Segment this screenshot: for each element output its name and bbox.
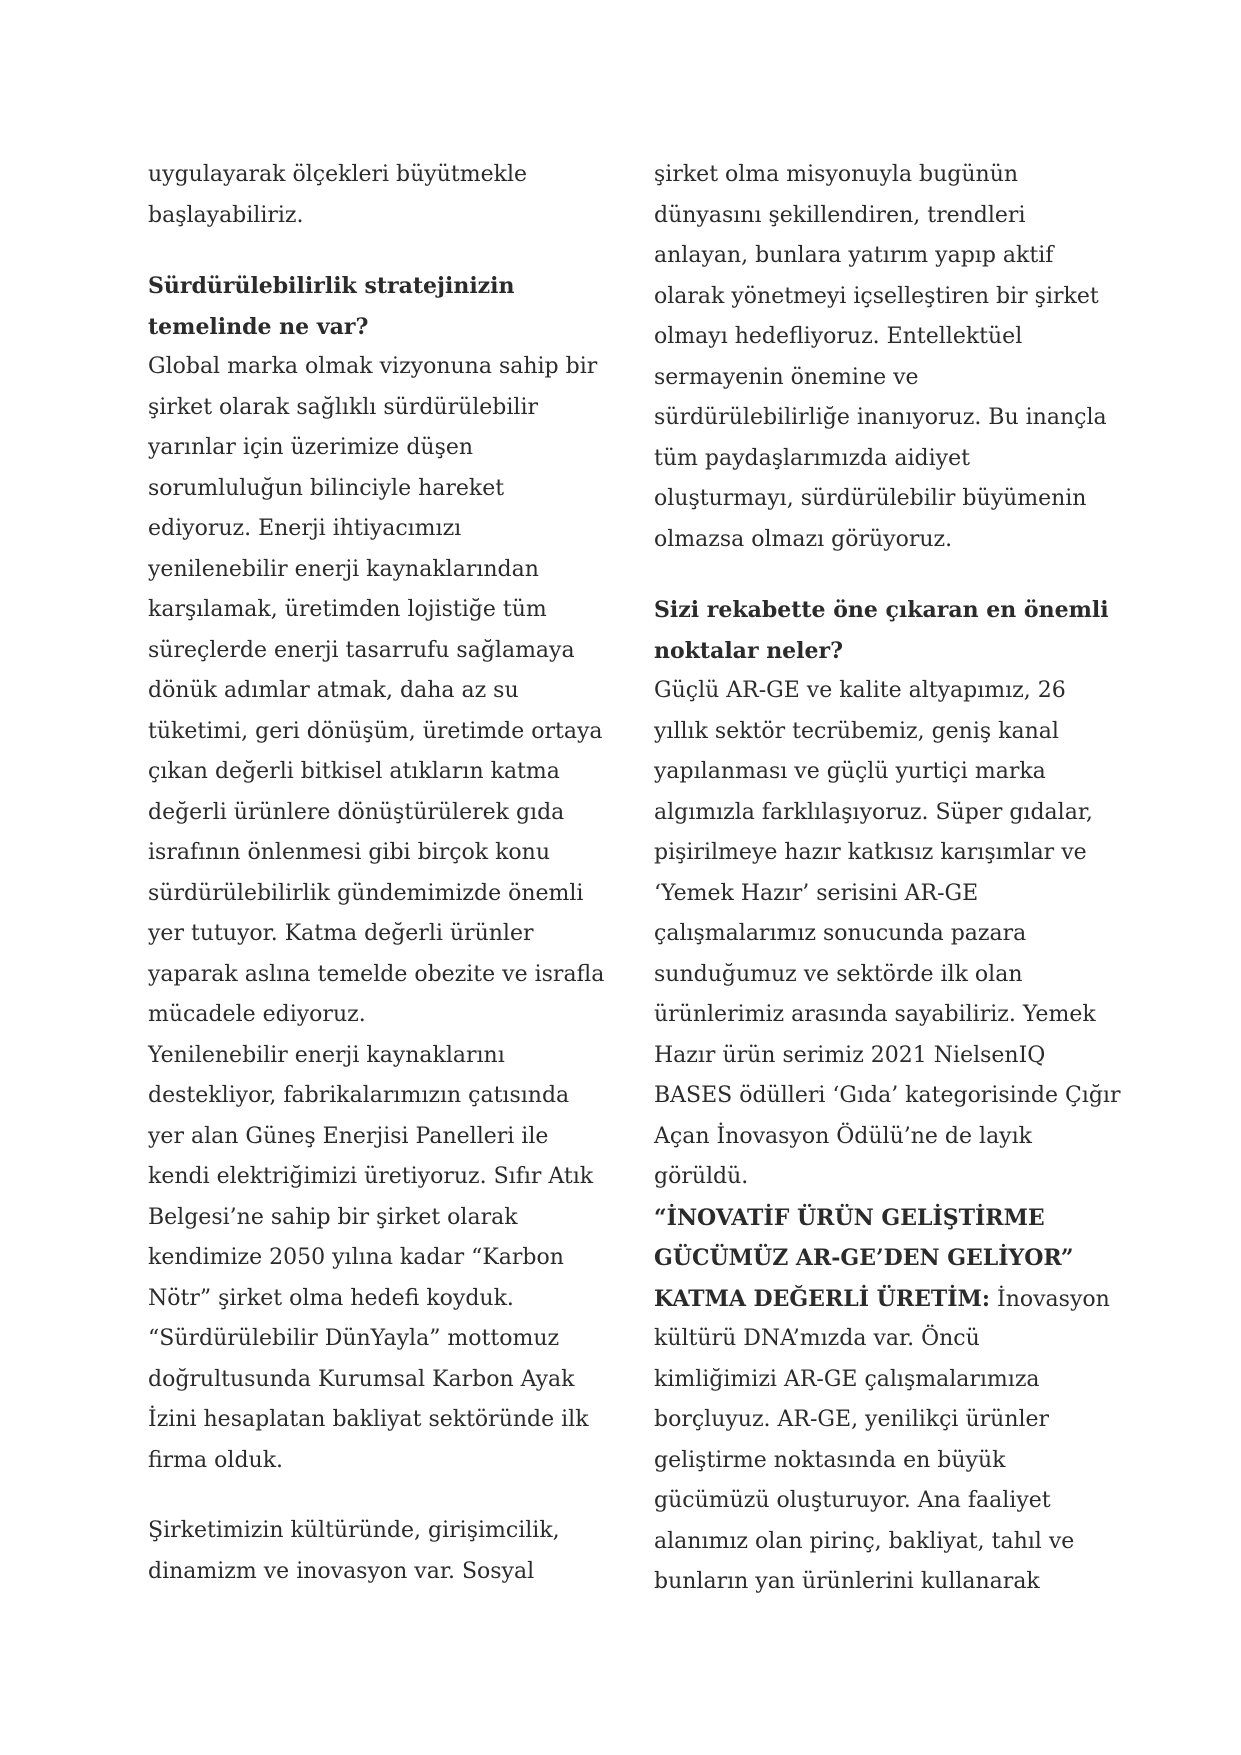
text-line: şirket olma misyonuyla bugünün [654, 162, 1019, 187]
text-line: görüldü. [654, 1164, 749, 1189]
text-line: olarak yönetmeyi içselleştiren bir şirket [654, 283, 1099, 309]
text-line: sermayenin önemine ve [654, 364, 919, 390]
heading-line: noktalar neler? [654, 637, 844, 664]
heading-line: “İNOVATİF ÜRÜN GELİŞTİRME [654, 1204, 1045, 1231]
text-line: sorumluluğun bilinciyle hareket [148, 475, 505, 501]
text-line: tüm paydaşlarımızda aidiyet [654, 445, 970, 471]
heading-line: Sürdürülebilirlik stratejinizin [148, 273, 515, 299]
text-line: tüketimi, geri dönüşüm, üretimde ortaya [148, 718, 603, 744]
competition-answer-paragraph [654, 671, 1121, 1198]
text-line: kendi elektriğimizi üretiyoruz. Sıfır Atık [148, 1164, 594, 1189]
text-line: BASES ödülleri ‘Gıda’ kategorisinde Çığır [654, 1083, 1121, 1108]
text-line: yarınlar için üzerimize düşen [148, 435, 474, 460]
text-line: şirket olarak sağlıklı sürdürülebilir [148, 394, 539, 420]
text-line: algımızla farklılaşıyoruz. Süper gıdalar, [654, 799, 1093, 825]
text-line: kendimize 2050 yılına kadar “Karbon [148, 1245, 564, 1270]
sustainability-answer-paragraph [148, 347, 605, 1481]
text-line: yer tutuyor. Katma değerli ürünler [148, 921, 534, 946]
text-line: değerli ürünlere dönüştürülerek gıda [148, 799, 565, 825]
left-intro-paragraph [148, 155, 588, 236]
text-line: firma olduk. [148, 1447, 284, 1473]
text-line: Global marka olmak vizyonuna sahip bir [148, 354, 598, 379]
text-line: çalışmalarımız sonucunda pazara [654, 921, 1027, 946]
text-line: Şirketimizin kültüründe, girişimcilik, [148, 1518, 560, 1543]
text-line: süreçlerde enerji tasarrufu sağlamaya [148, 637, 575, 663]
text-line: mücadele ediyoruz. [148, 1002, 366, 1027]
paragraph-spacer [148, 236, 588, 266]
text-line: gücümüzü oluşturuyor. Ana faaliyet [654, 1488, 1051, 1513]
text-line: karşılamak, üretimden lojistiğe tüm [148, 597, 547, 622]
mission-paragraph [654, 155, 1107, 560]
text-line: ediyoruz. Enerji ihtiyacımızı [148, 516, 462, 541]
heading-line: temelinde ne var? [148, 313, 369, 340]
text-line: Hazır ürün serimiz 2021 NielsenIQ [654, 1042, 1046, 1068]
subhead-line [654, 1279, 1110, 1320]
innovation-paragraph [654, 1279, 1110, 1603]
text-line: dünyasını şekillendiren, trendleri [654, 202, 1026, 228]
text-line: olmayı hedefliyoruz. Entellektüel [654, 324, 1023, 349]
text-line: pişirilmeye hazır katkısız karışımlar ve [654, 840, 1087, 865]
text-line: doğrultusunda Kurumsal Karbon Ayak [148, 1366, 575, 1392]
heading-line: GÜCÜMÜZ AR-GE’DEN GELİYOR” [654, 1245, 1074, 1271]
text-line: yapılanması ve güçlü yurtiçi marka [654, 759, 1046, 784]
text-line: yaparak aslına temelde obezite ve israfla [148, 961, 605, 987]
sustainability-question-heading [148, 266, 588, 347]
text-line: sürdürülebilirlik gündemimizde önemli [148, 880, 584, 906]
text-line: Yenilenebilir enerji kaynaklarını [148, 1042, 505, 1068]
text-line: İzini hesaplatan bakliyat sektöründe ilk [148, 1407, 589, 1432]
text-line: kimliğimizi AR-GE çalışmalarımıza [654, 1366, 1040, 1392]
subhead-label: KATMA DEĞERLİ ÜRETİM: [654, 1285, 991, 1312]
text-line: destekliyor, fabrikalarımızın çatısında [148, 1083, 570, 1108]
text-line: Güçlü AR-GE ve kalite altyapımız, 26 [654, 678, 1066, 703]
text-line: olmazsa olmazı görüyoruz. [654, 526, 953, 552]
text-line: ürünlerimiz arasında sayabiliriz. Yemek [654, 1002, 1096, 1027]
paragraph-spacer [148, 1481, 588, 1511]
text-line: yenilenebilir enerji kaynaklarından [148, 556, 539, 582]
text-line: yıllık sektör tecrübemiz, geniş kanal [654, 718, 1059, 744]
heading-line: Sizi rekabette öne çıkaran en önemli [654, 597, 1109, 623]
culture-paragraph [148, 1511, 588, 1592]
text-line: uygulayarak ölçekleri büyütmekle [148, 162, 528, 187]
text-line: ‘Yemek Hazır’ serisini AR-GE [654, 880, 979, 906]
text-line: başlayabiliriz. [148, 202, 304, 228]
text-line: dönük adımlar atmak, daha az su [148, 678, 519, 703]
text-line: geliştirme noktasında en büyük [654, 1447, 1006, 1473]
right-column [654, 155, 1121, 1603]
text-line: anlayan, bunlara yatırım yapıp aktif [654, 243, 1054, 268]
text-line: bunların yan ürünlerini kullanarak [654, 1569, 1040, 1594]
text-line: sunduğumuz ve sektörde ilk olan [654, 961, 1023, 987]
text-line: Belgesi’ne sahip bir şirket olarak [148, 1204, 518, 1230]
text-line: yer alan Güneş Enerjisi Panelleri ile [148, 1123, 549, 1149]
text-line: israfının önlenmesi gibi birçok konu [148, 840, 551, 865]
text-line: Nötr” şirket olma hedefi koyduk. [148, 1285, 514, 1311]
text-line: dinamizm ve inovasyon var. Sosyal [148, 1558, 535, 1584]
text-line: “Sürdürülebilir DünYayla” mottomuz [148, 1326, 560, 1351]
text-line: borçluyuz. AR-GE, yenilikçi ürünler [654, 1407, 1050, 1432]
paragraph-spacer [654, 560, 1094, 590]
text-line: alanımız olan pirinç, bakliyat, tahıl ve [654, 1528, 1075, 1554]
text-line: sürdürülebilirliğe inanıyoruz. Bu inançla [654, 405, 1107, 430]
text-line: kültürü DNA’mızda var. Öncü [654, 1326, 980, 1351]
text-line: çıkan değerli bitkisel atıkların katma [148, 759, 560, 784]
left-column [148, 155, 605, 1592]
competition-question-heading [654, 590, 1109, 671]
innovation-quote-heading [654, 1198, 1094, 1279]
text-line: oluşturmayı, sürdürülebilir büyümenin [654, 486, 1087, 511]
text-line: Açan İnovasyon Ödülü’ne de layık [654, 1123, 1032, 1149]
subhead-rest: İnovasyon [990, 1286, 1110, 1312]
